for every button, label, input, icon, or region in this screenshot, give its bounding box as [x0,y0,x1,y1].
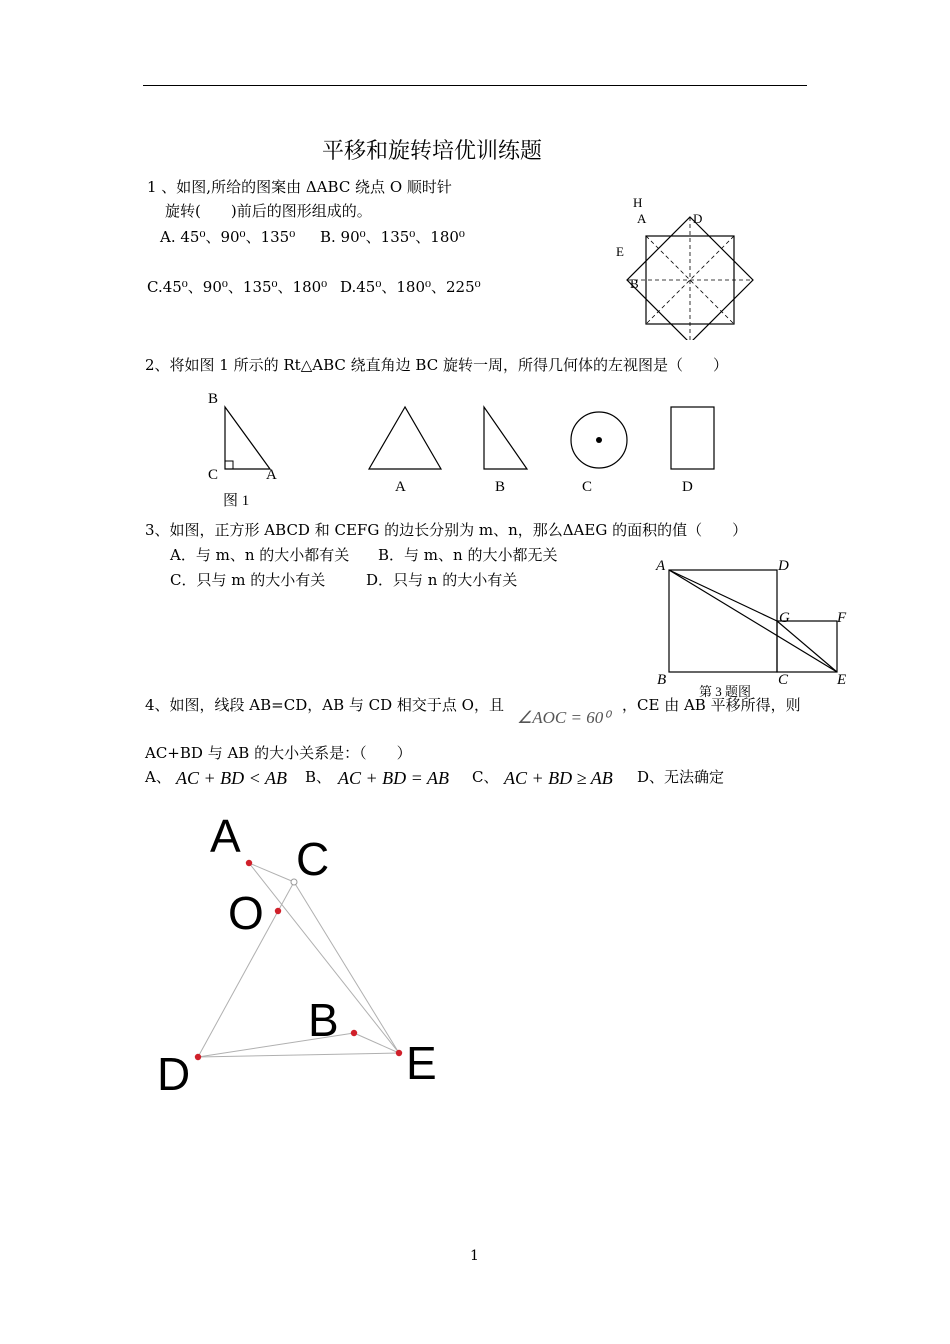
q4-point-d [195,1054,201,1060]
q2-label-a: A [266,467,277,483]
q1-label-e: E [616,244,624,259]
q4-segments-figure [150,805,460,1100]
q3-label-g: G [779,610,790,626]
q2-right-triangle [225,407,270,469]
q4-point-o [275,908,281,914]
q2-option-c-center-dot [596,437,602,443]
q4-label-d: D [157,1048,191,1100]
q4-line-de [198,1053,399,1057]
q2-label-b: B [208,391,219,407]
q4-angle-text: ∠AOC = 60⁰ [517,708,611,727]
q2-option-a-label: A [395,479,406,495]
q1-label-h: H [633,195,643,210]
q4-point-e [396,1050,402,1056]
q2-stem: 2、将如图 1 所示的 Rt△ABC 绕直角边 BC 旋转一周，所得几何体的左视图是（ ） [145,356,728,374]
q4-option-c-prefix: C、 [472,768,499,786]
q3-option-b: B．与 m、n 的大小都无关 [378,546,558,564]
q4-angle-expression [517,708,610,728]
header-rule [143,85,807,86]
q1-stem-line1: 1 、如图,所给的图案由 ΔABC 绕点 O 顺时针 [147,178,452,196]
q4-line-be [354,1033,399,1053]
q3-option-a: A．与 m、n 的大小都有关 [170,546,350,564]
q1-option-b: B. 90⁰、135⁰、180⁰ [320,228,465,246]
q4-label-e: E [406,1037,437,1089]
q2-label-c: C [208,467,219,483]
q4-label-o: O [228,887,264,939]
q3-label-c: C [778,672,789,688]
q1-label-d: D [693,211,703,226]
q4-option-b-expr: AC + BD = AB [338,768,449,788]
q2-figures [195,385,755,510]
q3-stem: 3、如图，正方形 ABCD 和 CEFG 的边长分别为 m、n，那么ΔAEG 的面积的值（ ） [145,521,748,539]
q4-option-b-prefix: B、 [305,768,332,786]
q4-stem-line2: AC+BD 与 AB 的大小关系是：（ ） [145,744,412,762]
q3-label-a: A [656,558,666,574]
q1-option-c: C.45⁰、90⁰、135⁰、180⁰ [147,278,328,296]
q2-figure-caption: 图 1 [223,493,250,509]
q3-figure-caption: 第 3 题图 [699,684,752,699]
q2-option-d-shape [671,407,714,469]
q1-option-a: A. 45⁰、90⁰、135⁰ [160,228,296,246]
q3-segment-ge [777,621,837,672]
q3-label-b: B [657,672,667,688]
q4-label-c: C [296,833,330,885]
q2-option-b-shape [484,407,527,469]
q4-label-a: A [210,810,241,862]
q1-label-b: B [630,276,639,291]
q2-option-a-shape [369,407,441,469]
q3-squares-figure [650,555,860,700]
q2-right-angle-mark [225,461,233,469]
q4-point-a [246,860,252,866]
q4-stem-part1: 4、如图，线段 AB=CD，AB 与 CD 相交于点 O，且 [145,696,504,714]
page-title: 平移和旋转培优训练题 [322,139,543,164]
q4-stem-part2: ，CE 由 AB 平移所得，则 [622,696,801,714]
q4-option-a-prefix: A、 [145,768,171,786]
q3-option-d: D．只与 n 的大小有关 [366,571,518,589]
q3-label-e: E [837,672,847,688]
q1-option-d: D.45⁰、180⁰、225⁰ [340,278,481,296]
q3-label-d: D [778,558,789,574]
q4-line-ac [249,863,294,882]
q1-rotation-figure [600,190,770,340]
q3-square-abcd [669,570,777,672]
q1-stem-line2: 旋转( )前后的图形组成的。 [165,202,372,220]
q4-option-c-expr: AC + BD ≥ AB [504,768,613,788]
q4-label-b: B [308,994,339,1046]
q4-option-a-expr: AC + BD < AB [176,768,287,788]
q1-label-a: A [637,211,647,226]
q4-point-b [351,1030,357,1036]
q3-label-f: F [837,610,847,626]
q2-option-c-label: C [582,479,593,495]
q3-segment-ag [669,570,777,621]
q3-option-c: C．只与 m 的大小有关 [170,571,326,589]
q4-option-d: D、无法确定 [637,768,725,786]
page-number: 1 [470,1248,479,1264]
q2-option-b-label: B [495,479,506,495]
q2-option-d-label: D [682,479,693,495]
